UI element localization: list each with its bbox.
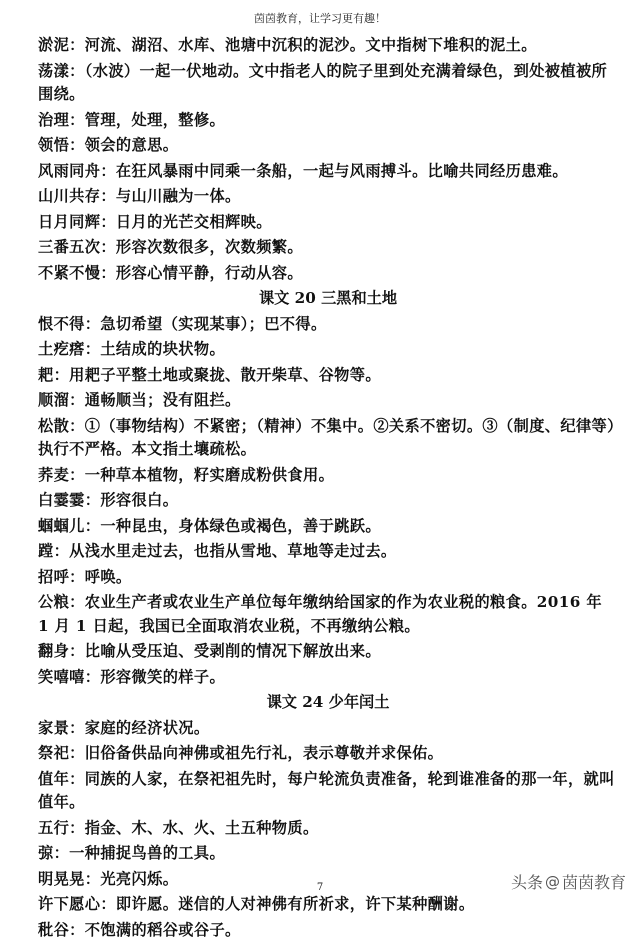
- glossary-entry: 蹚：从浅水里走过去，也指从雪地、草地等走过去。: [38, 542, 397, 560]
- watermark-at: @: [544, 872, 560, 891]
- entry-list-2: [38, 313, 618, 690]
- section-heading-lesson-24: 课文 24 少年闰土: [266, 693, 390, 711]
- glossary-entry: 荞麦：一种草本植物，籽实磨成粉供食用。: [38, 465, 335, 484]
- glossary-entry: 招呼：呼唤。: [38, 567, 132, 586]
- watermark: [511, 870, 626, 893]
- glossary-entry: 祭祀：旧俗备供品向神佛或祖先行礼，表示尊敬并求保佑。: [38, 744, 444, 762]
- section-heading-lesson-20: 课文 20 三黑和土地: [258, 289, 398, 307]
- glossary-entry: 淤泥：河流、湖沼、水库、池塘中沉积的泥沙。文中指树下堆积的泥土。: [38, 36, 537, 54]
- glossary-entry: 值年：同族的人家，在祭祀祖先时，每户轮流负责准备，轮到谁准备的那一年，就叫值年。: [38, 769, 615, 811]
- watermark-name: 茵茵教育: [561, 873, 626, 892]
- glossary-entry: 蝈蝈儿：一种昆虫，身体绿色或褐色，善于跳跃。: [38, 516, 381, 535]
- entry-list-1: [38, 34, 618, 285]
- glossary-entry: 家景：家庭的经济状况。: [38, 718, 210, 737]
- glossary-entry: 土疙瘩：土结成的块状物。: [38, 340, 226, 358]
- glossary-entry: 秕谷：不饱满的稻谷或谷子。: [38, 920, 241, 939]
- page-number: 7: [316, 882, 324, 893]
- glossary-entry: 荡漾：（水波）一起一伏地动。文中指老人的院子里到处充满着绿色，到处被植被所围绕。: [38, 61, 608, 103]
- glossary-entry: 许下愿心：即许愿。迷信的人对神佛有所祈求，许下某种酬谢。: [38, 895, 475, 913]
- glossary-entry: 领悟：领会的意思。: [38, 136, 179, 154]
- glossary-entry: 明晃晃：光亮闪烁。: [38, 869, 179, 888]
- page-header: 茵茵教育，让学习更有趣！: [254, 12, 386, 25]
- watermark-prefix: 头条: [510, 873, 543, 892]
- glossary-entry: 耙：用耙子平整土地或聚拢、散开柴草、谷物等。: [38, 365, 381, 384]
- glossary-entry: 治理：管理，处理，整修。: [38, 110, 226, 129]
- glossary-entry: 顺溜：通畅顺当；没有阻拦。: [38, 391, 241, 409]
- glossary-entry: 笑嘻嘻：形容微笑的样子。: [38, 667, 226, 686]
- glossary-entry: 恨不得：急切希望（实现某事）；巴不得。: [38, 314, 327, 333]
- glossary-entry: 日月同辉：日月的光芒交相辉映。: [38, 212, 272, 231]
- glossary-entry: 不紧不慢：形容心情平静，行动从容。: [38, 263, 303, 282]
- glossary-entry: 白霎霎：形容很白。: [38, 491, 179, 509]
- glossary-entry: 五行：指金、木、水、火、土五种物质。: [38, 818, 319, 837]
- glossary-entry: 风雨同舟：在狂风暴雨中同乘一条船，一起与风雨搏斗。比喻共同经历患难。: [38, 161, 568, 180]
- glossary-entry: 三番五次：形容次数很多，次数频繁。: [38, 238, 303, 256]
- glossary-entry: 弶：一种捕捉鸟兽的工具。: [38, 844, 226, 862]
- glossary-entry: 公粮：农业生产者或农业生产单位每年缴纳给国家的作为农业税的粮食。2016 年 1 月 1 日起，我国已全面取消农业税，不再缴纳公粮。: [38, 593, 602, 635]
- entry-list-3: [38, 717, 618, 943]
- glossary-entry: 翻身：比喻从受压迫、受剥削的情况下解放出来。: [38, 642, 381, 660]
- glossary-entry: 松散：①（事物结构）不紧密；（精神）不集中。②关系不密切。③（制度、纪律等）执行不严格。本文指土壤疏松。: [38, 416, 616, 458]
- document-body: [38, 34, 618, 944]
- glossary-entry: 山川共存：与山川融为一体。: [38, 187, 241, 205]
